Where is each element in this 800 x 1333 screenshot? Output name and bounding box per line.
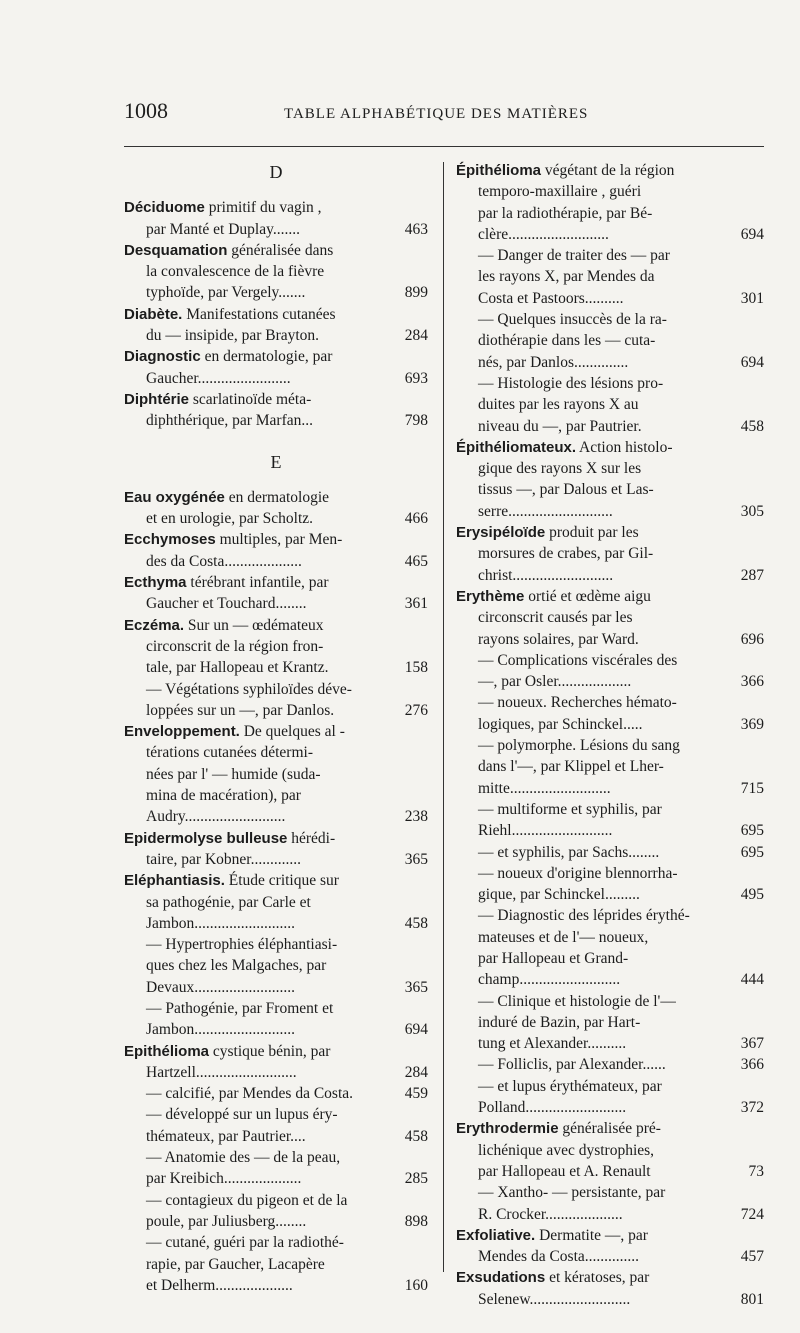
entry-page-number: 899 [404, 284, 428, 302]
entry-page-number: 798 [404, 412, 428, 430]
index-entry-line [124, 721, 428, 742]
entry-text: par Hallopeau et Grand- [478, 949, 629, 967]
index-entry-line [124, 593, 428, 614]
entry-heading: Eléphantiasis. [124, 872, 225, 890]
entry-heading: Diphtérie [124, 390, 190, 408]
entry-text: niveau du —, par Pautrier. [478, 417, 642, 435]
entry-page-number: 458 [404, 1127, 428, 1145]
entry-text: Mendes da Costa.............. [478, 1248, 640, 1266]
entry-text: — Complications viscérales des [478, 651, 678, 669]
index-entry-line [124, 742, 428, 763]
index-entry-line [456, 1097, 764, 1118]
index-entry-line [124, 304, 428, 325]
entry-heading: Épithéliomateux. [456, 438, 577, 456]
entry-text: mitte.......................... [478, 779, 611, 797]
index-entry-line [124, 806, 428, 827]
entry-text: mina de macération), par [146, 787, 301, 805]
entry-text: logiques, par Schinckel..... [478, 715, 643, 733]
entry-page-number: 695 [740, 822, 764, 840]
entry-text: circonscrit causés par les [478, 609, 633, 627]
index-entry-line [456, 586, 764, 607]
section-gap [124, 432, 428, 450]
entry-text: morsures de crabes, par Gil- [478, 545, 654, 563]
index-entry-line [124, 636, 428, 657]
entry-page-number: 459 [404, 1085, 428, 1103]
entry-page-number: 369 [740, 715, 764, 733]
index-entry-line [456, 330, 764, 351]
index-entry-line [456, 181, 764, 202]
entry-text: — développé sur un lupus éry- [146, 1106, 338, 1124]
entry-text: Audry.......................... [146, 808, 286, 826]
index-entry-line [456, 1076, 764, 1097]
entry-text: nées par l' — humide (suda- [146, 765, 321, 783]
entry-text: gique, par Schinckel......... [478, 886, 640, 904]
page-header [124, 98, 764, 128]
index-entry-line [124, 657, 428, 678]
entry-text: Action histolo- [576, 438, 673, 456]
index-entry-line [456, 1033, 764, 1054]
entry-text: christ.......................... [478, 566, 614, 584]
entry-page-number: 724 [740, 1205, 764, 1223]
entry-page-number: 365 [404, 978, 428, 996]
entry-text: temporo-maxillaire , guéri [478, 183, 642, 201]
index-entry-line [124, 1168, 428, 1189]
index-entry-line [456, 501, 764, 522]
entry-text: — noueux d'origine blennorrha- [478, 864, 678, 882]
index-entry-line [124, 219, 428, 240]
entry-heading: Ecchymoses [124, 531, 216, 549]
entry-text: Manifestations cutanées [182, 305, 336, 323]
entry-heading: Exfoliative. [456, 1226, 536, 1244]
entry-text: Gaucher et Touchard........ [146, 595, 307, 613]
entry-text: généralisée dans [227, 241, 334, 259]
entry-text: —, par Osler................... [478, 673, 632, 691]
entry-page-number: 465 [404, 552, 428, 570]
entry-text: térébrant infantile, par [186, 574, 329, 592]
index-entry-line [124, 1232, 428, 1253]
index-entry-line [456, 969, 764, 990]
entry-text: par Hallopeau et A. Renault [478, 1162, 651, 1180]
entry-page-number: 366 [740, 673, 764, 691]
index-entry-line [124, 785, 428, 806]
entry-text: Sur un — œdémateux [184, 616, 324, 634]
index-entry-line [456, 1012, 764, 1033]
entry-page-number: 694 [740, 353, 764, 371]
index-entry-line [456, 884, 764, 905]
entry-text: duites par les rayons X au [478, 396, 639, 414]
index-entry-line [124, 368, 428, 389]
index-entry-line [456, 416, 764, 437]
index-entry-line [456, 224, 764, 245]
index-entry-line [456, 1246, 764, 1267]
index-entry-line [456, 820, 764, 841]
index-entry-line [456, 437, 764, 458]
index-entry-line [124, 240, 428, 261]
index-entry-line [124, 487, 428, 508]
index-entry-line [124, 410, 428, 431]
index-entry-line [456, 671, 764, 692]
entry-text: produit par les [545, 524, 639, 542]
entry-text: hérédi- [287, 829, 336, 847]
index-entry-line [456, 203, 764, 224]
index-entry-line [124, 1254, 428, 1275]
entry-text: cystique bénin, par [209, 1042, 331, 1060]
entry-text: et kératoses, par [545, 1269, 650, 1287]
entry-page-number: 276 [404, 701, 428, 719]
entry-text: — Végétations syphiloïdes déve- [146, 680, 352, 698]
index-entry-line [456, 394, 764, 415]
entry-text: R. Crocker.................... [478, 1205, 623, 1223]
index-entry-line [124, 870, 428, 891]
entry-page-number: 301 [740, 289, 764, 307]
header-rule [124, 146, 764, 147]
index-entry-line [456, 479, 764, 500]
entry-page-number: 466 [404, 510, 428, 528]
index-entry-line [124, 572, 428, 593]
entry-text: thémateux, par Pautrier.... [146, 1127, 306, 1145]
index-entry-line [124, 1211, 428, 1232]
entry-text: la convalescence de la fièvre [146, 263, 325, 281]
entry-text: Polland.......................... [478, 1099, 627, 1117]
index-entry-line [456, 1289, 764, 1310]
index-entry-line [124, 508, 428, 529]
entry-page-number: 495 [740, 886, 764, 904]
index-entry-line [456, 1118, 764, 1139]
entry-text: térations cutanées détermi- [146, 744, 313, 762]
section-letter-e: E [270, 451, 282, 472]
index-entry-line [456, 565, 764, 586]
index-entry-line [456, 863, 764, 884]
entry-text: végétant de la région [541, 162, 675, 179]
entry-heading: Ecthyma [124, 574, 187, 592]
index-entry-line [456, 905, 764, 926]
index-entry-line [456, 160, 764, 181]
index-entry-line [124, 1275, 428, 1296]
entry-text: Selenew.......................... [478, 1290, 631, 1308]
entry-page-number: 693 [404, 369, 428, 387]
entry-text: — Folliclis, par Alexander...... [478, 1056, 666, 1074]
entry-page-number: 715 [740, 779, 764, 797]
entry-text: par Manté et Duplay....... [146, 220, 300, 238]
entry-heading: Erysipéloïde [456, 524, 546, 542]
entry-heading: Diabète. [124, 305, 183, 323]
entry-page-number: 305 [740, 502, 764, 520]
entry-heading: Déciduome [124, 199, 205, 217]
index-entry-line [124, 551, 428, 572]
entry-text: champ.......................... [478, 971, 621, 989]
index-entry-line [456, 288, 764, 309]
index-entry-line [124, 197, 428, 218]
entry-page-number: 694 [740, 225, 764, 243]
entry-text: Jambon.......................... [146, 914, 295, 932]
index-entry-line [124, 828, 428, 849]
entry-heading: Erythrodermie [456, 1120, 559, 1138]
index-entry-line [456, 1204, 764, 1225]
index-entry-line [124, 1062, 428, 1083]
index-entry-line [456, 266, 764, 287]
entry-page-number: 801 [740, 1290, 764, 1308]
entry-heading: Épithélioma [456, 162, 542, 179]
entry-page-number: 695 [740, 843, 764, 861]
entry-heading: Exsudations [456, 1269, 546, 1287]
index-entry-line [124, 913, 428, 934]
index-entry-line [456, 1140, 764, 1161]
index-entry-line [124, 934, 428, 955]
running-title: TABLE ALPHABÉTIQUE DES MATIÈRES [284, 106, 589, 122]
entry-text: tale, par Hallopeau et Krantz. [146, 659, 329, 677]
entry-heading: Eczéma. [124, 616, 185, 634]
entry-text: — Danger de traiter des — par [478, 247, 670, 265]
index-entry-line [124, 700, 428, 721]
entry-text: en dermatologie, par [200, 348, 333, 366]
entry-text: Étude critique sur [224, 872, 339, 890]
entry-text: — Pathogénie, par Froment et [146, 999, 334, 1017]
column-divider [443, 162, 444, 1272]
index-entry-line [456, 522, 764, 543]
entry-text: — polymorphe. Lésions du sang [478, 737, 680, 755]
index-entry-line [124, 1104, 428, 1125]
entry-text: généralisée pré- [558, 1120, 661, 1138]
entry-page-number: 287 [740, 566, 764, 584]
index-entry-line [456, 927, 764, 948]
entry-page-number: 367 [740, 1035, 764, 1053]
index-entry-line [456, 245, 764, 266]
index-entry-line [456, 607, 764, 628]
entry-page-number: 365 [404, 850, 428, 868]
entry-heading: Diagnostic [124, 348, 201, 366]
entry-heading: Epithélioma [124, 1042, 210, 1060]
entry-text: diothérapie dans les — cuta- [478, 332, 656, 350]
index-entry-line [456, 842, 764, 863]
entry-text: clère.......................... [478, 225, 609, 243]
entry-text: Devaux.......................... [146, 978, 295, 996]
entry-page-number: 158 [404, 659, 428, 677]
entry-page-number: 463 [404, 220, 428, 238]
index-entry-line [124, 955, 428, 976]
entry-text: Jambon.......................... [146, 1021, 295, 1039]
index-entry-line [124, 892, 428, 913]
entry-text: typhoïde, par Vergely....... [146, 284, 306, 302]
entry-page-number: 696 [740, 630, 764, 648]
entry-text: nés, par Danlos.............. [478, 353, 629, 371]
entry-text: rapie, par Gaucher, Lacapère [146, 1255, 325, 1273]
entry-page-number: 458 [404, 914, 428, 932]
entry-text: Riehl.......................... [478, 822, 613, 840]
index-entry-line [124, 998, 428, 1019]
entry-text: serre........................... [478, 502, 613, 520]
index-entry-line [124, 1126, 428, 1147]
entry-text: — Quelques insuccès de la ra- [478, 311, 667, 329]
entry-text: rayons solaires, par Ward. [478, 630, 639, 648]
entry-text: ques chez les Malgaches, par [146, 957, 327, 975]
entry-text: mateuses et de l'— noueux, [478, 928, 649, 946]
index-entry-line [456, 373, 764, 394]
right-column [456, 160, 764, 1310]
entry-text: Dermatite —, par [535, 1226, 648, 1244]
index-entry-line [456, 714, 764, 735]
entry-text: — et lupus érythémateux, par [478, 1077, 662, 1095]
index-entry-line [124, 615, 428, 636]
entry-text: Hartzell.......................... [146, 1063, 297, 1081]
entry-page-number: 284 [404, 1063, 428, 1081]
entry-heading: Desquamation [124, 241, 228, 259]
entry-text: — noueux. Recherches hémato- [478, 694, 677, 712]
entry-text: lichénique avec dystrophies, [478, 1141, 655, 1159]
entry-text: — Clinique et histologie de l'— [478, 992, 676, 1010]
entry-text: et en urologie, par Scholtz. [146, 510, 314, 528]
index-entry-line [124, 849, 428, 870]
index-entry-line [124, 1041, 428, 1062]
entry-text: — cutané, guéri par la radiothé- [146, 1234, 344, 1252]
entry-text: — Hypertrophies éléphantiasi- [146, 936, 338, 954]
entry-page-number: 285 [404, 1170, 428, 1188]
entry-text: en dermatologie [224, 488, 330, 506]
index-entry-line [456, 458, 764, 479]
entry-heading: Enveloppement. [124, 723, 240, 741]
entry-text: multiples, par Men- [215, 531, 343, 549]
entry-text: poule, par Juliusberg........ [146, 1212, 307, 1230]
entry-text: loppées sur un —, par Danlos. [146, 701, 335, 719]
index-entry-line [124, 1019, 428, 1040]
entry-page-number: 694 [404, 1021, 428, 1039]
entry-page-number: 457 [740, 1248, 764, 1266]
entry-text: Costa et Pastoors.......... [478, 289, 624, 307]
entry-text: du — insipide, par Brayton. [146, 327, 320, 345]
entry-text: gique des rayons X sur les [478, 460, 642, 478]
index-entry-line [124, 261, 428, 282]
entry-heading: Eau oxygénée [124, 488, 225, 506]
entry-text: des da Costa.................... [146, 552, 302, 570]
index-entry-line [456, 948, 764, 969]
section-letter-d: D [269, 162, 283, 182]
entry-text: primitif du vagin , [204, 199, 322, 217]
entry-text: par la radiothérapie, par Bé- [478, 204, 653, 222]
index-entry-line [456, 1054, 764, 1075]
index-entry-line [124, 529, 428, 550]
entry-heading: Erythème [456, 587, 525, 605]
entry-text: circonscrit de la région fron- [146, 637, 324, 655]
index-entry-line [456, 1161, 764, 1182]
entry-text: taire, par Kobner............. [146, 850, 301, 868]
entry-page-number: 372 [740, 1099, 764, 1117]
entry-text: scarlatinoïde méta- [189, 390, 312, 408]
entry-text: tissus —, par Dalous et Las- [478, 481, 654, 499]
entry-text: — contagieux du pigeon et de la [146, 1191, 348, 1209]
index-entry-line [456, 1225, 764, 1246]
entry-text: diphthérique, par Marfan... [146, 412, 313, 430]
entry-text: induré de Bazin, par Hart- [478, 1013, 641, 1031]
index-entry-line [124, 679, 428, 700]
entry-text: Gaucher........................ [146, 369, 291, 387]
entry-text: — Anatomie des — de la peau, [146, 1149, 341, 1167]
entry-text: — Histologie des lésions pro- [478, 374, 664, 392]
entry-text: ortié et œdème aigu [524, 587, 651, 605]
entry-text: dans l'—, par Klippel et Lher- [478, 758, 664, 776]
entry-page-number: 444 [740, 971, 764, 989]
index-entry-line [456, 650, 764, 671]
entry-heading: Epidermolyse bulleuse [124, 829, 288, 847]
index-entry-line [124, 325, 428, 346]
entry-text: — multiforme et syphilis, par [478, 800, 662, 818]
entry-page-number: 458 [740, 417, 764, 435]
index-entry-line [124, 1083, 428, 1104]
index-entry-line [456, 756, 764, 777]
page-number: 1008 [124, 98, 168, 123]
index-entry-line [456, 778, 764, 799]
entry-text: et Delherm.................... [146, 1276, 293, 1294]
index-entry-line [456, 629, 764, 650]
index-entry-line [124, 1147, 428, 1168]
index-entry-line [124, 346, 428, 367]
index-entry-line [456, 991, 764, 1012]
index-entry-line [456, 352, 764, 373]
entry-page-number: 361 [404, 595, 428, 613]
index-entry-line [124, 764, 428, 785]
index-entry-line [456, 799, 764, 820]
index-entry-line [456, 309, 764, 330]
entry-page-number: 366 [740, 1056, 764, 1074]
entry-page-number: 238 [404, 808, 428, 826]
entry-text: — et syphilis, par Sachs........ [478, 843, 660, 861]
index-entry-line [456, 1182, 764, 1203]
entry-text: tung et Alexander.......... [478, 1035, 627, 1053]
entry-page-number: 73 [748, 1162, 764, 1180]
index-entry-line [456, 1267, 764, 1288]
index-entry-line [456, 543, 764, 564]
entry-text: — Diagnostic des léprides érythé- [478, 907, 690, 925]
entry-text: par Kreibich.................... [146, 1170, 302, 1188]
entry-text: les rayons X, par Mendes da [478, 268, 655, 286]
left-column [124, 160, 428, 1296]
entry-text: — calcifié, par Mendes da Costa. [146, 1085, 354, 1103]
index-entry-line [456, 692, 764, 713]
index-entry-line [124, 389, 428, 410]
index-entry-line [124, 282, 428, 303]
entry-page-number: 284 [404, 327, 428, 345]
index-entry-line [124, 1190, 428, 1211]
entry-text: — Xantho- — persistante, par [478, 1184, 666, 1202]
entry-page-number: 898 [404, 1212, 428, 1230]
entry-text: sa pathogénie, par Carle et [146, 893, 311, 911]
index-entry-line [456, 735, 764, 756]
entry-text: De quelques al - [239, 723, 345, 741]
entry-page-number: 160 [404, 1276, 428, 1294]
index-entry-line [124, 977, 428, 998]
